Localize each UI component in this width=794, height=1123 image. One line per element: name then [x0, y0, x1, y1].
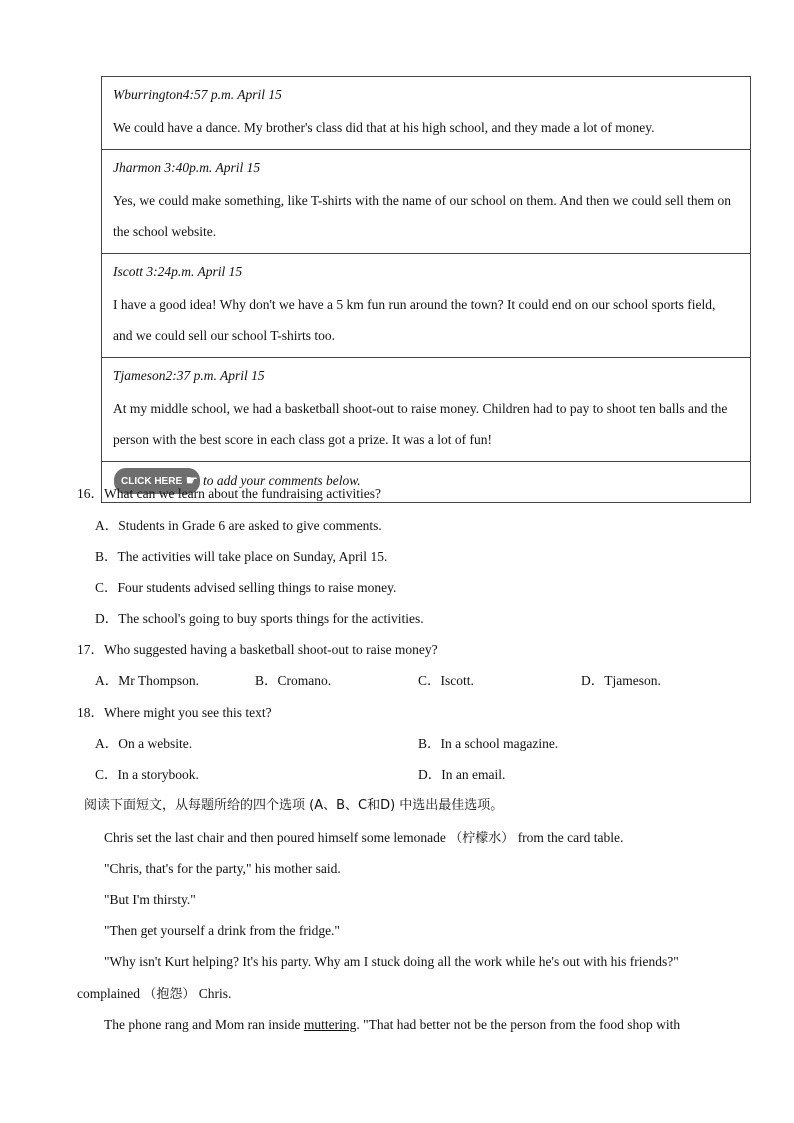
question-17-option-b: B．Cromano.: [255, 673, 332, 688]
passage-text: Chris set the last chair and then poured himself some lemonade: [104, 830, 446, 845]
passage-paragraph: "But I'm thirsty.": [104, 892, 196, 907]
question-18-option-d: D．In an email.: [418, 767, 506, 782]
comment-board: [101, 76, 751, 503]
question-17-stem: 17．Who suggested having a basketball shoot-out to raise money?: [77, 642, 438, 657]
gloss-lemonade: （柠檬水）: [449, 831, 515, 846]
add-comment-text: to add your comments below.: [203, 473, 361, 488]
comment-body: We could have a dance. My brother's class did that at his high school, and they made a lot of money.: [113, 120, 655, 135]
question-17-option-a: A．Mr Thompson.: [95, 673, 200, 688]
click-here-label: CLICK HERE: [121, 475, 183, 487]
passage-paragraph: "Why isn't Kurt helping? It's his party. Why am I stuck doing all the work while he's out with his friends?": [104, 954, 679, 969]
comment-body: At my middle school, we had a basketball shoot-out to raise money. Children had to pay to shoot ten balls and the person with the best score in each class got a prize. It was a lot of fun!: [113, 401, 728, 447]
comment-body: Yes, we could make something, like T-shirts with the name of our school on them. And then we could sell them on the school website.: [113, 193, 732, 239]
question-16-option-b: B．The activities will take place on Sunday, April 15.: [95, 549, 388, 564]
question-18-option-c: C．In a storybook.: [95, 767, 199, 782]
passage-text: Chris.: [198, 986, 232, 1001]
comment-meta: Wburrington4:57 p.m. April 15: [113, 87, 282, 102]
question-18-option-b: B．In a school magazine.: [418, 736, 559, 751]
comment-meta: Jharmon 3:40p.m. April 15: [113, 160, 261, 175]
underlined-word: muttering: [303, 1017, 357, 1032]
comment-post: [102, 77, 750, 150]
passage-text: The phone rang and Mom ran inside: [104, 1017, 301, 1032]
comment-post: [102, 254, 750, 358]
passage-paragraph: "Chris, that's for the party," his mother said.: [104, 861, 341, 876]
question-17-option-d: D．Tjameson.: [581, 673, 661, 688]
passage-text: . "That had better not be the person from the food shop with: [356, 1017, 681, 1032]
question-16-option-c: C．Four students advised selling things to raise money.: [95, 580, 397, 595]
passage-text: from the card table.: [517, 830, 624, 845]
passage-paragraph: [77, 984, 231, 1005]
question-16-option-d: D．The school's going to buy sports things for the activities.: [95, 611, 424, 626]
comment-meta: Tjameson2:37 p.m. April 15: [113, 368, 265, 383]
question-17-option-c: C．Iscott.: [418, 673, 474, 688]
comment-post: [102, 150, 750, 254]
passage-paragraph: "Then get yourself a drink from the fridge.": [104, 923, 340, 938]
comment-meta: Iscott 3:24p.m. April 15: [113, 264, 243, 279]
question-18-stem: 18．Where might you see this text?: [77, 705, 272, 720]
question-18-option-a: A．On a website.: [95, 736, 193, 751]
passage-paragraph: [104, 1015, 680, 1035]
reading-instruction: 阅读下面短文，从每题所给的四个选项 (A、B、C和D) 中选出最佳选项。: [84, 798, 504, 813]
question-16-option-a: A．Students in Grade 6 are asked to give comments.: [95, 518, 382, 533]
passage-paragraph: [104, 828, 623, 849]
comment-post: [102, 358, 750, 462]
comment-body: I have a good idea! Why don't we have a 5 km fun run around the town? It could end on our school sports field, and we could sell our school T-shirts too.: [113, 297, 716, 343]
gloss-complained: （抱怨）: [143, 987, 196, 1002]
passage-text: complained: [77, 986, 140, 1001]
question-16-stem: 16．What can we learn about the fundraising activities?: [77, 486, 382, 501]
pointer-hand-icon: ☛: [185, 472, 198, 488]
